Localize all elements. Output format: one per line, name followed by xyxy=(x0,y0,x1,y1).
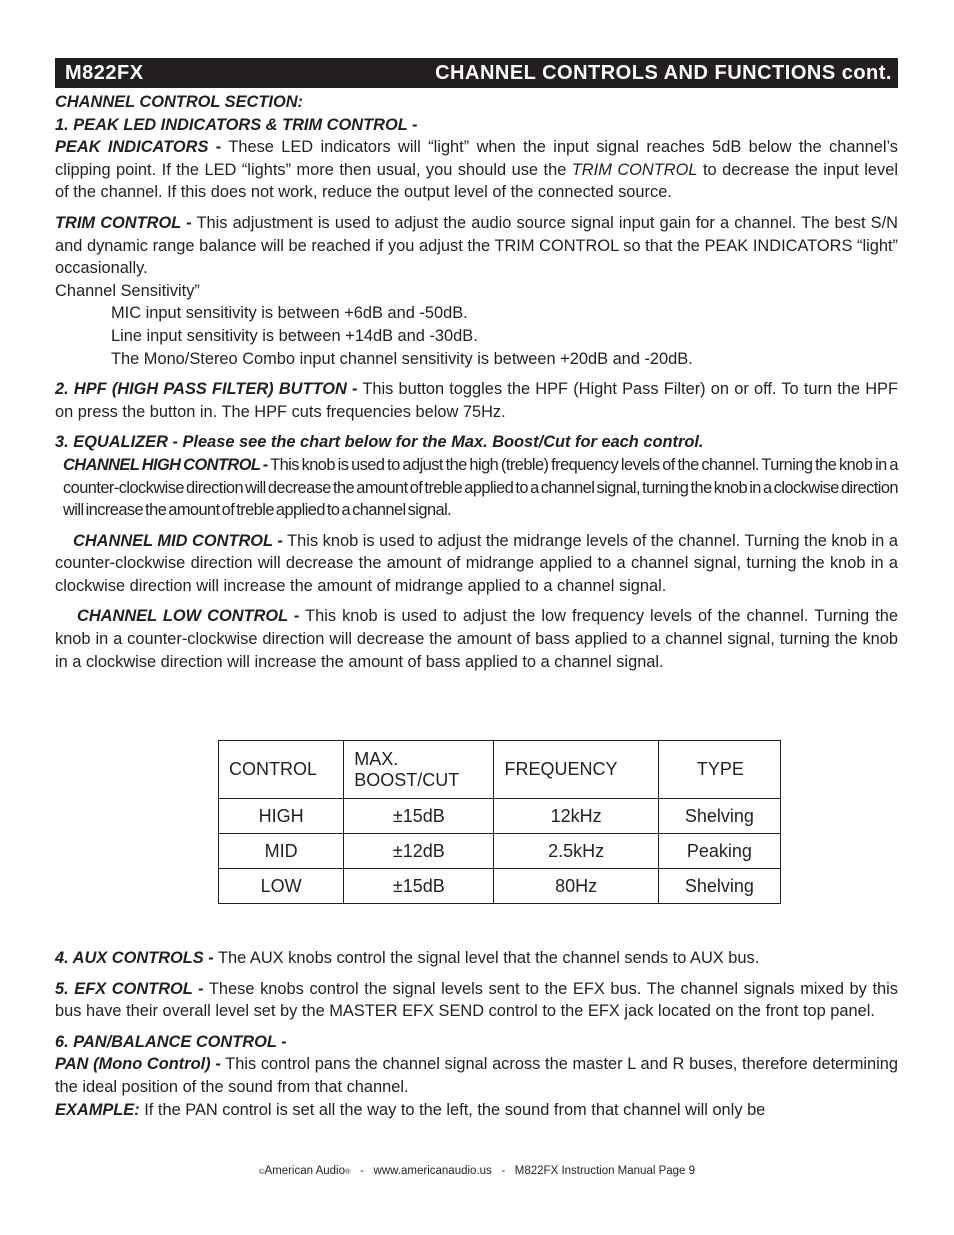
aux-paragraph xyxy=(55,947,898,970)
pan-mono-text: This control pans the channel signal across the master L and R buses, therefore determining the ideal position of the sound from that channel. xyxy=(55,1055,898,1096)
equalizer-title: 3. EQUALIZER - Please see the chart below for the Max. Boost/Cut for each control. xyxy=(55,433,704,452)
hpf-paragraph xyxy=(55,378,898,423)
pan-mono-paragraph xyxy=(55,1053,898,1098)
table-header-cell: CONTROL xyxy=(219,741,344,799)
copyright-symbol: © xyxy=(258,1167,265,1176)
section-title: CHANNEL CONTROL SECTION: xyxy=(55,93,303,111)
table-header-cell: MAX. BOOST/CUT xyxy=(344,741,494,799)
sensitivity-title: Channel Sensitivity” xyxy=(55,281,200,300)
header-section-title: CHANNEL CONTROLS AND FUNCTIONS cont. xyxy=(435,62,892,84)
peak-indicators-paragraph xyxy=(55,136,898,204)
table-header-row xyxy=(219,741,781,799)
pan-example-paragraph xyxy=(55,1099,898,1122)
efx-paragraph xyxy=(55,978,898,1023)
table-row xyxy=(219,869,781,904)
table-cell: Shelving xyxy=(658,799,780,834)
item1-title: 1. PEAK LED INDICATORS & TRIM CONTROL - xyxy=(55,115,418,134)
peak-label: PEAK INDICATORS - xyxy=(55,138,222,157)
efx-label: 5. EFX CONTROL - xyxy=(55,979,204,998)
table-row xyxy=(219,834,781,869)
eq-mid-label: CHANNEL MID CONTROL - xyxy=(73,531,283,550)
sensitivity-combo: The Mono/Stereo Combo input channel sensitivity is between +20dB and -20dB. xyxy=(111,349,693,368)
efx-text: These knobs control the signal levels sent to the EFX bus. The channel signals mixed by this bus have their overall level set by the MASTER EFX SEND control to the EFX jack located on the front top panel. xyxy=(55,979,898,1021)
hpf-text: This button toggles the HPF (Hight Pass Filter) on or off. To turn the HPF on press the button in. The HPF cuts frequencies below 75Hz. xyxy=(55,380,899,421)
eq-low-label: CHANNEL LOW CONTROL - xyxy=(77,607,300,626)
peak-text-a: These LED indicators will “light” when the input signal reaches 5dB below the channel’s clipping point. If the LED “lights” more then usual, you should use the xyxy=(55,138,898,179)
peak-trim-ref: TRIM CONTROL xyxy=(571,160,698,179)
eq-spec-table xyxy=(218,740,781,904)
header-model: M822FX xyxy=(65,62,144,84)
aux-text: The AUX knobs control the signal level that the channel sends to AUX bus. xyxy=(213,949,760,967)
eq-high-label: CHANNEL HIGH CONTROL - xyxy=(63,455,268,474)
body-text xyxy=(55,91,898,673)
footer-brand: American Audio xyxy=(264,1165,345,1177)
pan-example-text: If the PAN control is set all the way to the left, the sound from that channel will only be xyxy=(139,1100,766,1119)
table-cell: ±15dB xyxy=(344,799,494,834)
table-cell: ±15dB xyxy=(344,869,494,904)
registered-symbol: ® xyxy=(345,1167,351,1176)
pan-example-label: EXAMPLE: xyxy=(55,1100,140,1119)
table-cell: Peaking xyxy=(658,834,780,869)
body-text-lower xyxy=(55,947,898,1121)
table-cell: ±12dB xyxy=(344,834,494,869)
aux-label: 4. AUX CONTROLS - xyxy=(55,949,214,967)
page-header-bar xyxy=(55,58,898,88)
table-cell: LOW xyxy=(219,869,344,904)
table-cell: Shelving xyxy=(658,869,780,904)
page-footer xyxy=(0,1165,954,1177)
pan-title: 6. PAN/BALANCE CONTROL - xyxy=(55,1032,287,1051)
hpf-label: 2. HPF (HIGH PASS FILTER) BUTTON - xyxy=(55,380,358,399)
trim-label: TRIM CONTROL - xyxy=(55,213,192,232)
table-row xyxy=(219,799,781,834)
footer-text: - www.americanaudio.us - M822FX Instruction Manual Page 9 xyxy=(350,1165,696,1177)
eq-high-paragraph xyxy=(55,454,898,522)
table-cell: 2.5kHz xyxy=(494,834,658,869)
table-cell: HIGH xyxy=(219,799,344,834)
trim-text: This adjustment is used to adjust the audio source signal input gain for a channel. The best S/N and dynamic range balance will be reached if you adjust the TRIM CONTROL so that the PEAK INDICATORS “light” occasionally. xyxy=(55,213,898,278)
eq-high-text: This knob is used to adjust the high (treble) frequency levels of the channel. Turning the knob in a counter-clockwise direction will decrease the amount of treble applied to a channel signal, turning the knob in a clockwise direction will increase the amount of treble applied to a channel signal. xyxy=(63,455,898,520)
table-cell: 12kHz xyxy=(494,799,658,834)
eq-mid-text: This knob is used to adjust the midrange levels of the channel. Turning the knob in a counter-clockwise direction will decrease the amount of midrange applied to a channel signal, turning the knob in a clockwise direction will increase the amount of midrange applied to a channel signal. xyxy=(55,531,898,595)
sensitivity-line: Line input sensitivity is between +14dB and -30dB. xyxy=(111,326,478,345)
table-header-cell: TYPE xyxy=(658,741,780,799)
sensitivity-mic: MIC input sensitivity is between +6dB and -50dB. xyxy=(111,304,468,323)
eq-low-paragraph xyxy=(55,605,898,673)
eq-low-text: This knob is used to adjust the low frequency levels of the channel. Turning the knob in a counter-clockwise direction will decrease the amount of bass applied to a channel signal, turning the knob in a clockwise direction will increase the amount of bass applied to a channel signal. xyxy=(55,607,898,671)
peak-text-b: to decrease the input level of the channel. If this does not work, reduce the output level of the connected source. xyxy=(55,160,898,202)
table-header-cell: FREQUENCY xyxy=(494,741,658,799)
table-cell: 80Hz xyxy=(494,869,658,904)
pan-mono-label: PAN (Mono Control) - xyxy=(55,1055,221,1074)
trim-control-paragraph xyxy=(55,212,898,280)
eq-mid-paragraph xyxy=(55,530,898,598)
table-cell: MID xyxy=(219,834,344,869)
